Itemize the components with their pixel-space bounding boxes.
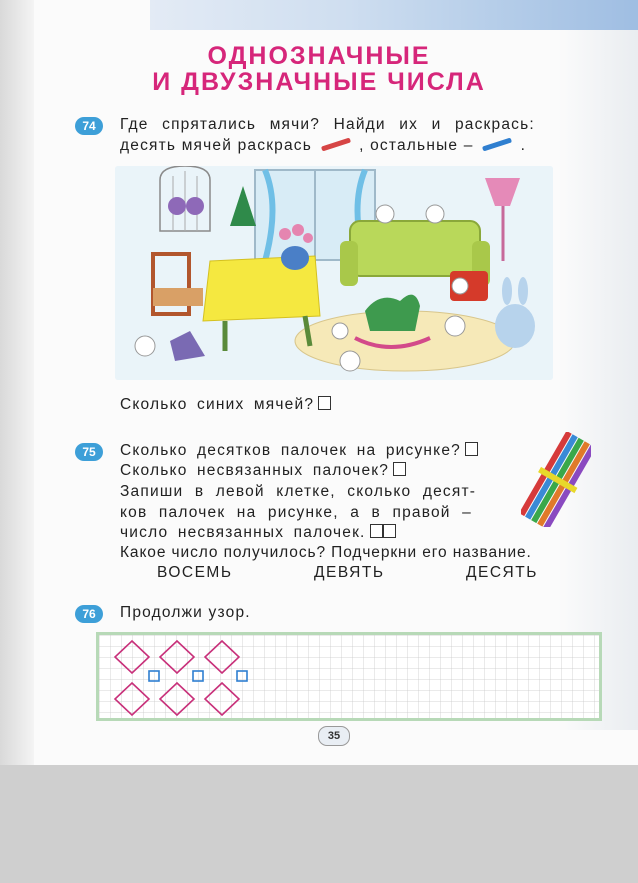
task-75-line-6: Какое число получилось? Подчеркни его название. <box>120 544 532 561</box>
ball-icon <box>445 316 465 336</box>
task-75-line-3: Запиши в левой клетке, сколько десят- <box>120 483 477 500</box>
red-pencil-icon <box>321 137 351 151</box>
answer-box-left[interactable] <box>370 524 383 538</box>
answer-box[interactable] <box>465 442 478 456</box>
task-74-line-2 <box>120 137 526 155</box>
sticks-bundle-icon <box>521 432 591 527</box>
task-75-line-5 <box>120 524 396 542</box>
option-desyat[interactable]: ДЕСЯТЬ <box>466 564 538 581</box>
room-illustration <box>115 166 553 380</box>
option-vosem[interactable]: ВОСЕМЬ <box>157 564 233 581</box>
answer-box[interactable] <box>393 462 406 476</box>
ball-icon <box>135 336 155 356</box>
task-75-line-4: ков палочек на рисунке, а в правой – <box>120 504 472 521</box>
pattern-grid[interactable] <box>96 632 602 721</box>
scan-bottom-shadow <box>0 765 638 883</box>
blue-pencil-icon <box>482 137 512 151</box>
title-line-1: ОДНОЗНАЧНЫЕ <box>207 42 431 70</box>
ball-icon <box>376 205 394 223</box>
bunny-icon <box>495 304 535 348</box>
task-74-question <box>120 396 331 414</box>
task-75-badge: 75 <box>75 443 103 461</box>
vase-icon <box>281 246 309 270</box>
answer-box[interactable] <box>318 396 331 410</box>
task-75-line-1 <box>120 442 478 460</box>
task-75-line-5-text: число несвязанных палочек. <box>120 524 366 541</box>
page-number: 35 <box>318 726 350 746</box>
task-75-line-2-text: Сколько несвязанных палочек? <box>120 462 390 479</box>
page-spine-shadow <box>0 0 34 765</box>
task-75-line-2 <box>120 462 406 480</box>
option-devyat[interactable]: ДЕВЯТЬ <box>314 564 385 581</box>
task-74-line-1: Где спрятались мячи? Найди их и раскрась: <box>120 116 535 133</box>
task-76-badge: 76 <box>75 605 103 623</box>
sofa-icon <box>350 221 480 276</box>
title-line-2: И ДВУЗНАЧНЫЕ ЧИСЛА <box>152 68 486 96</box>
ball-icon <box>332 323 348 339</box>
task-74-line-2c: . <box>520 137 527 154</box>
task-74-line-2a: десять мячей раскрась <box>120 137 313 154</box>
ball-icon <box>426 205 444 223</box>
task-74-line-2b: , остальные – <box>359 137 474 154</box>
top-decoration <box>150 0 638 30</box>
task-75-line-1-text: Сколько десятков палочек на рисунке? <box>120 442 461 459</box>
show-through-shadow <box>558 30 638 730</box>
answer-box-right[interactable] <box>383 524 396 538</box>
task-76-text: Продолжи узор. <box>120 604 251 621</box>
ball-icon <box>340 351 360 371</box>
ball-icon <box>452 278 468 294</box>
task-74-question-text: Сколько синих мячей? <box>120 396 315 413</box>
task-74-badge: 74 <box>75 117 103 135</box>
